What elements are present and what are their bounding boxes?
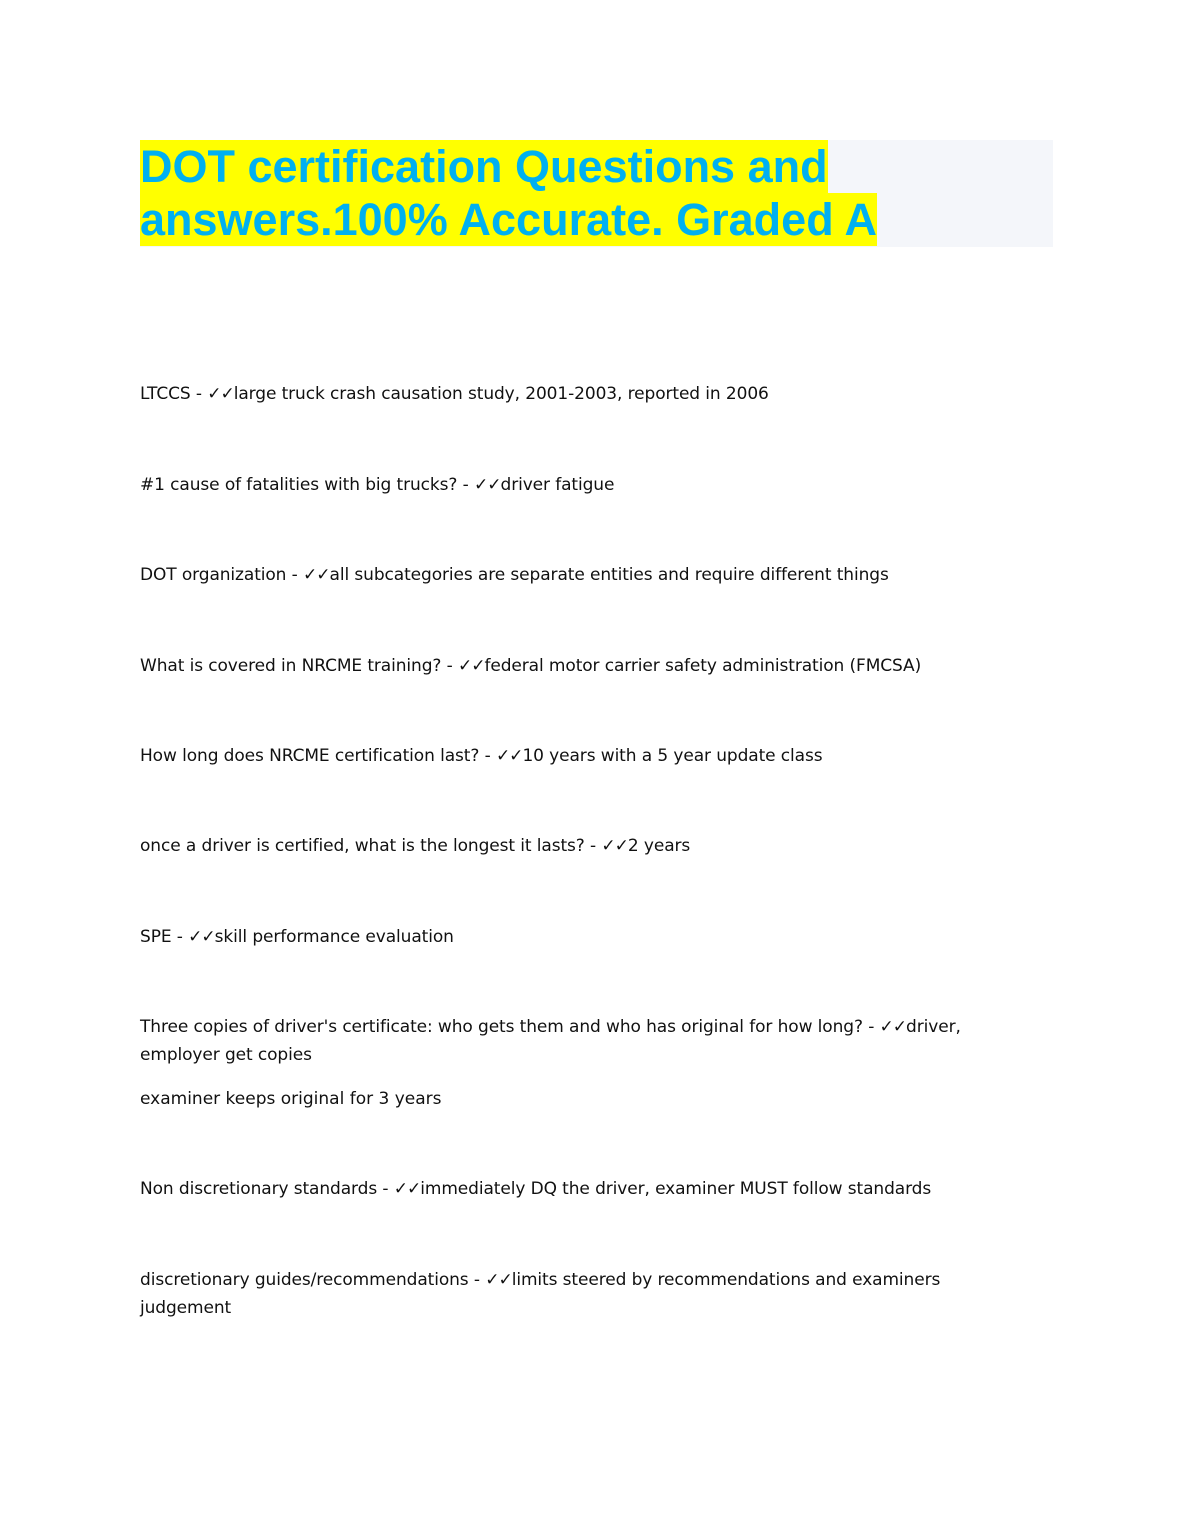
check-icon: ✓✓ [601,836,628,856]
check-icon: ✓✓ [303,565,330,585]
check-icon: ✓✓ [393,1179,421,1199]
separator: - [457,475,474,495]
separator: - [479,746,496,766]
answer-text: limits steered by recommendations and examiners judgement [140,1270,941,1318]
check-icon: ✓✓ [474,475,501,495]
qa-item [140,832,1020,860]
question-text: once a driver is certified, what is the longest it lasts? [140,836,585,856]
check-icon: ✓✓ [879,1017,907,1037]
answer-text: all subcategories are separate entities and require different things [329,565,889,585]
separator: - [377,1179,394,1199]
document-title [140,140,1053,247]
qa-item [140,471,1020,499]
separator: - [190,384,208,404]
question-text: SPE [140,927,172,947]
qa-item [140,1266,1020,1322]
qa-item [140,1013,1020,1069]
answer-text: federal motor carrier safety administration (FMCSA) [484,656,922,676]
answer-text: driver, employer get copies [140,1017,961,1065]
answer-text: driver fatigue [500,475,615,495]
question-text: Non discretionary standards [140,1179,378,1199]
qa-item [140,652,1020,680]
question-text: Three copies of driver's certificate: who gets them and who has original for how long? [140,1017,863,1037]
qa-item [140,561,1020,589]
check-icon: ✓✓ [485,1270,512,1290]
question-text: DOT organization [140,565,287,585]
qa-item [140,923,1020,951]
separator: - [441,656,458,676]
question-text: #1 cause of fatalities with big trucks? [140,475,458,495]
answer-text: skill performance evaluation [214,927,454,947]
check-icon: ✓✓ [458,656,485,676]
answer-continuation: examiner keeps original for 3 years [140,1089,442,1109]
question-text: discretionary guides/recommendations [140,1270,469,1290]
check-icon: ✓✓ [188,927,215,947]
question-text: How long does NRCME certification last? [140,746,480,766]
question-text: LTCCS [140,384,191,404]
answer-text: 2 years [627,836,691,856]
check-icon: ✓✓ [495,746,523,766]
question-text: What is covered in NRCME training? [140,656,442,676]
qa-item [140,742,1020,770]
qa-item [140,1175,1020,1203]
answer-text: large truck crash causation study, 2001-2003, reported in 2006 [233,384,769,404]
separator: - [584,836,602,856]
answer-text: 10 years with a 5 year update class [522,746,823,766]
title-line-2: answers.100% Accurate. Graded A [140,194,878,245]
separator: - [468,1270,486,1290]
check-icon: ✓✓ [207,384,234,404]
separator: - [171,927,189,947]
title-line-1: DOT certification Questions and [140,141,828,192]
qa-item [140,380,1020,408]
separator: - [286,565,304,585]
answer-text: immediately DQ the driver, examiner MUST follow standards [420,1179,932,1199]
separator: - [862,1017,880,1037]
